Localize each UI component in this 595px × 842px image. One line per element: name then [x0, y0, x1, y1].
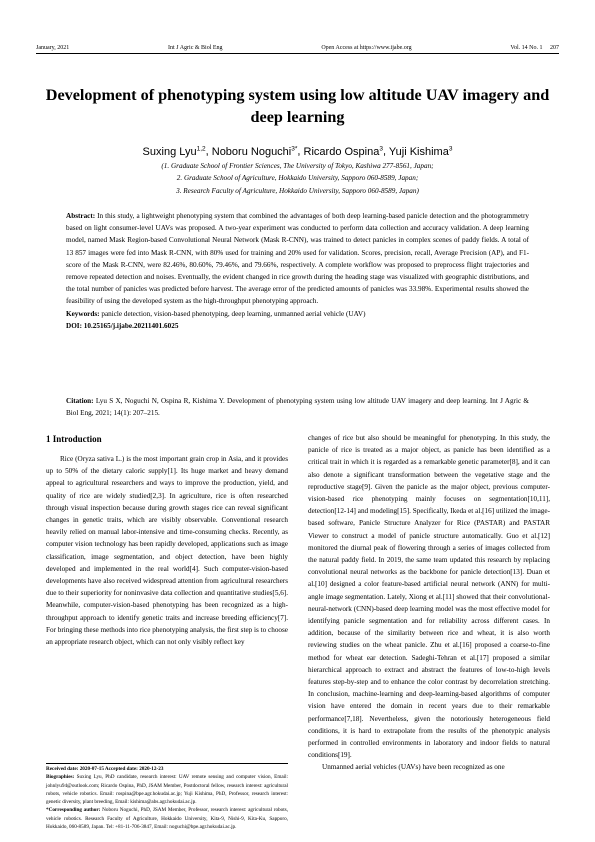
- author: Ricardo Ospina$^3$: [303, 145, 383, 158]
- left-column: [46, 432, 288, 648]
- running-header: [36, 43, 559, 54]
- right-column: [308, 432, 550, 774]
- header-volume-page: [510, 43, 559, 53]
- abstract: [66, 210, 529, 332]
- intro-paragraph-1: Rice (Oryza sativa L.) is the most important grain crop in Asia, and it provides up to 50% of the dietary caloric supply[1]. Its huge market and heavy demand appeal to agricultural researchers and ways to improve the production, yield, and quality of rice are widely studied[2,3]. In agriculture, rice is often researched through visual inspection because during growth stages rice can reveal significant changes in genetic traits, which are visibly observable. Conventional research heavily relied on manual labor-intensive and time-consuming checks. Recently, as computer vision technology has been rapidly developed, applications such as image classification, image segmentation, and object detection, have been highly developed and implemented in the real world[4]. Such computer-vision-based developments have also received widespread attention from agricultural researchers due to their superiority for noninvasive data collection and quantitative studies[5,6]. Meanwhile, computer-vision-based phenotyping has been recognized as a high-throughput approach to identify genetic traits and increase breeding efficiency[7]. For bringing these methods into rice phenotyping analysis, the first step is to choose an appropriate research object, which can not only visibly reflect key: [46, 455, 288, 647]
- author: Suxing Lyu$^{1,2}$: [142, 145, 206, 158]
- keywords-text: panicle detection, vision-based phenotyping, deep learning, unmanned aerial vehicle (UAV): [101, 309, 366, 318]
- abstract-label: Abstract:: [66, 212, 96, 220]
- doi: [66, 320, 529, 332]
- affiliations: [40, 160, 555, 197]
- header-page: 207: [549, 45, 559, 51]
- affiliation-1: (1. Graduate School of Frontier Sciences, The University of Tokyo, Kashiwa 277-8561, Japan;: [161, 162, 434, 170]
- affiliation-3: 3. Research Faculty of Agriculture, Hokkaido University, Sapporo 060-8589, Japan): [176, 186, 419, 195]
- footnotes: [46, 765, 288, 831]
- doi-label: DOI:: [66, 321, 82, 330]
- keywords-label: Keywords:: [66, 309, 100, 318]
- abstract-body: [66, 210, 529, 308]
- section-heading-introduction: 1 Introduction: [46, 434, 102, 444]
- intro-paragraph-1-continued: changes of rice but also should be meaningful for phenotyping. In this study, the panicle of rice is treated as a major object, as panicle has been identified as a critical trait in which it is regarded as a remarkable genetic parameter[8], and it can also denote a significant transformation between the vegetative stage and the reproductive stage[9]. Given the panicle as the major object, previous computer-vision-based rice phenotyping mainly focuses on segmentation[10,11], detection[12-14] and modeling[15]. Specifically, Ikeda et al.[16] utilized the image-based software, Panicle Structure Analyzer for Rice (PASTAR) and PASTAR Viewer to construct a model of panicle structure automatically. Guo et al.[12] monitored the diurnal peak of flowering through a series of images collected from the natural paddy field. In 2019, the same team updated this research by replacing convolutional neural networks as the backbone for panicle detection[13]. Duan et al.[10] designed a color feature-based artificial neural network (ANN) for multi-angle image segmentation. Lately, Xiong et al.[11] showed that their convolutional-neural-network (CNN)-based deep learning model was the most effective model for identifying panicle segmentation and for reliability across different cases. In addition, because of the similarity between rice and wheat, it is also worth reviewing studies on the wheat panicle. Zhu et al.[16] proposed a coarse-to-fine method for wheat ear detection. Sadeghi-Tehran et al.[17] proposed a similar hierarchical approach to extract and abstract the features of low-to-high levels features step-by-step and to enhance the color contrast by decorrelation stretching. In conclusion, machine-learning and deep-learning-based algorithms of computer vision have entered the domain in recent years due to their remarkable performance[7,18]. Nevertheless, given the notoriously heterogeneous field conditions, it is hard to extrapolate from the results of the phenotypic analysis performed in controlled environments in laboratory and indoor fields to natural conditions[19].: [308, 434, 550, 760]
- author: Yuji Kishima$^3$: [388, 145, 453, 158]
- affiliation-2: 2. Graduate School of Agriculture, Hokkaido University, Sapporo 060-8589, Japan;: [176, 174, 419, 183]
- footnote-dates: Received date: 2020-07-15 Accepted date: 2020-12-23: [46, 766, 164, 772]
- citation: [66, 395, 529, 419]
- paper-title: Development of phenotyping system using low altitude UAV imagery and deep learning: [45, 86, 550, 126]
- footnote-divider: [46, 763, 288, 764]
- abstract-text: In this study, a lightweight phenotyping system that combined the advantages of both deep learning-based panicle detection and the photogrammetry based on light consumer-level UAVs was proposed. A two-year experiment was conducted to perform data collection and accuracy validation. A deep learning model, named Mask Region-based Convolutional Neural Network (Mask R-CNN), was trained to detect panicles in complex scenes of paddy fields. A total of 13 857 images were fed into Mask R-CNN, with 80% used for training and 20% used for validation. Scores, precision, recall, Average Precision (AP), and F1-score of the Mask R-CNN, were 82.46%, 80.60%, 79.46%, and 79.66%, respectively. A complete workflow was proposed to preprocess flight trajectories and remove repeated detection and noises. Eventually, the evident changed in rice growth during the heading stage was visualized with geographic distributions, and the total number of panicles was predicted before harvest. The average error of the predicted amounts of panicles was 33.98%. Experimental results showed the feasibility of using the developed system as the high-throughput phenotyping approach.: [66, 212, 529, 306]
- citation-label: Citation:: [66, 397, 94, 405]
- header-date: January, 2021: [36, 45, 70, 51]
- footnote-corresponding-author: *Corresponding author: Noboru Noguchi, PhD, JSAM Member, Professor, research interest: agricultural robots, vehicle robotics. Research Faculty of Agriculture, Hokkaido University, Kita-9, Nishi-9, Kita-Ku, Sapporo, Hokkaido, 060-8589, Japan. Tel: +81-11-706-3847, Email: noguchi@bpe.agr.hokudai.ac.jp.: [46, 807, 288, 831]
- header-access[interactable]: Open Access at https://www.ijabe.org: [321, 45, 412, 51]
- author-list: Suxing Lyu$^{1,2}$, Noboru Noguchi$^{3*}$, Ricardo Ospina$^3$, Yuji Kishima$^3$: [142, 145, 453, 158]
- footnote-biographies: Biographies: Suxing Lyu, PhD candidate, research interest: UAV remote sensing and computer vision, Email: johnlyu94@outlook.com; Ricardo Ospina, PhD, JSAM Member, Postdoctoral fellow, research interest: agricultural robots, vehicle robotics. Email: rospina@bpe.agr.hokudai.ac.jp; Yuji Kishima, PhD, Professor, research interest: genetic diversity, plant breeding, Email: kishima@abs.agr.hokudai.ac.jp.: [46, 774, 289, 806]
- header-journal: Int J Agric & Biol Eng: [168, 45, 223, 51]
- citation-text: Lyu S X, Noguchi N, Ospina R, Kishima Y. Development of phenotyping system using low altitude UAV imagery and deep learning. Int J Agric & Biol Eng, 2021; 14(1): 207–215.: [66, 397, 529, 418]
- author: Noboru Noguchi$^{3*}$: [211, 145, 298, 158]
- keywords: [66, 308, 529, 320]
- intro-paragraph-2: Unmanned aerial vehicles (UAVs) have been recognized as one: [322, 763, 505, 772]
- doi-value[interactable]: 10.25165/j.ijabe.20211401.6025: [83, 321, 179, 330]
- header-volume: Vol. 14 No. 1: [510, 45, 543, 51]
